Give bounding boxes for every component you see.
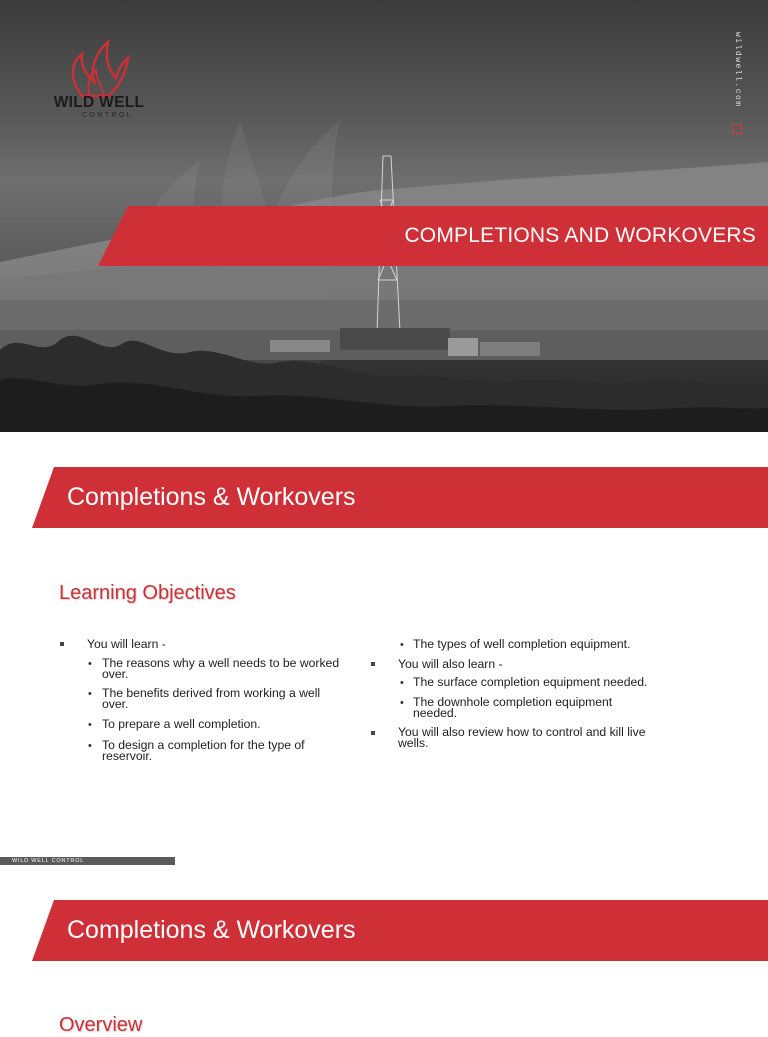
wild-well-logo	[38, 38, 158, 124]
left-item-2-line-1: The benefits derived from working a well	[102, 686, 321, 700]
bullet-icon: •	[88, 719, 92, 731]
logo-sub-text: CONTROL	[82, 112, 134, 119]
left-item-2-line-2: over.	[102, 697, 129, 711]
footer-bar	[0, 857, 175, 865]
learning-objectives-heading: Learning Objectives	[59, 582, 236, 604]
left-item-4-line-2: reservoir.	[102, 749, 153, 763]
bullet-icon: •	[400, 639, 404, 651]
right-item-top: The types of well completion equipment.	[413, 637, 631, 651]
bullet-icon: •	[88, 740, 92, 752]
flame-logo-icon	[38, 38, 158, 98]
slide3-header-title: Completions & Workovers	[67, 916, 356, 944]
title-slide	[0, 0, 768, 432]
left-intro: You will learn -	[87, 637, 166, 651]
bullet-icon: •	[400, 697, 404, 709]
right-item-1: The surface completion equipment needed.	[413, 675, 648, 689]
square-bullet-icon	[60, 642, 64, 646]
left-item-4-line-1: To design a completion for the type of	[102, 738, 305, 752]
right-intro: You will also learn -	[398, 657, 503, 671]
bullet-icon: •	[400, 677, 404, 689]
right-item-2-line-1: The downhole completion equipment	[413, 695, 613, 709]
overview-heading: Overview	[59, 1014, 143, 1036]
square-bullet-icon	[371, 731, 375, 735]
left-item-1-line-2: over.	[102, 667, 129, 681]
left-item-1-line-1: The reasons why a well needs to be worked	[102, 656, 340, 670]
logo-brand-text: WILD WELL	[53, 94, 145, 111]
website-url: wildwell.com	[733, 32, 742, 108]
side-square-icon	[732, 124, 742, 134]
square-bullet-icon	[371, 662, 375, 666]
left-item-3: To prepare a well completion.	[102, 717, 261, 731]
bullet-icon: •	[88, 688, 92, 700]
right-item-2-line-2: needed.	[413, 706, 458, 720]
slide-title: COMPLETIONS AND WORKOVERS	[404, 224, 756, 247]
bullet-icon: •	[88, 658, 92, 670]
slide2-header-title: Completions & Workovers	[67, 483, 356, 511]
right-review-line-2: wells.	[398, 736, 429, 750]
right-review-line-1: You will also review how to control and kill live	[398, 725, 646, 739]
footer-company-text: WILD WELL CONTROL	[12, 858, 85, 864]
